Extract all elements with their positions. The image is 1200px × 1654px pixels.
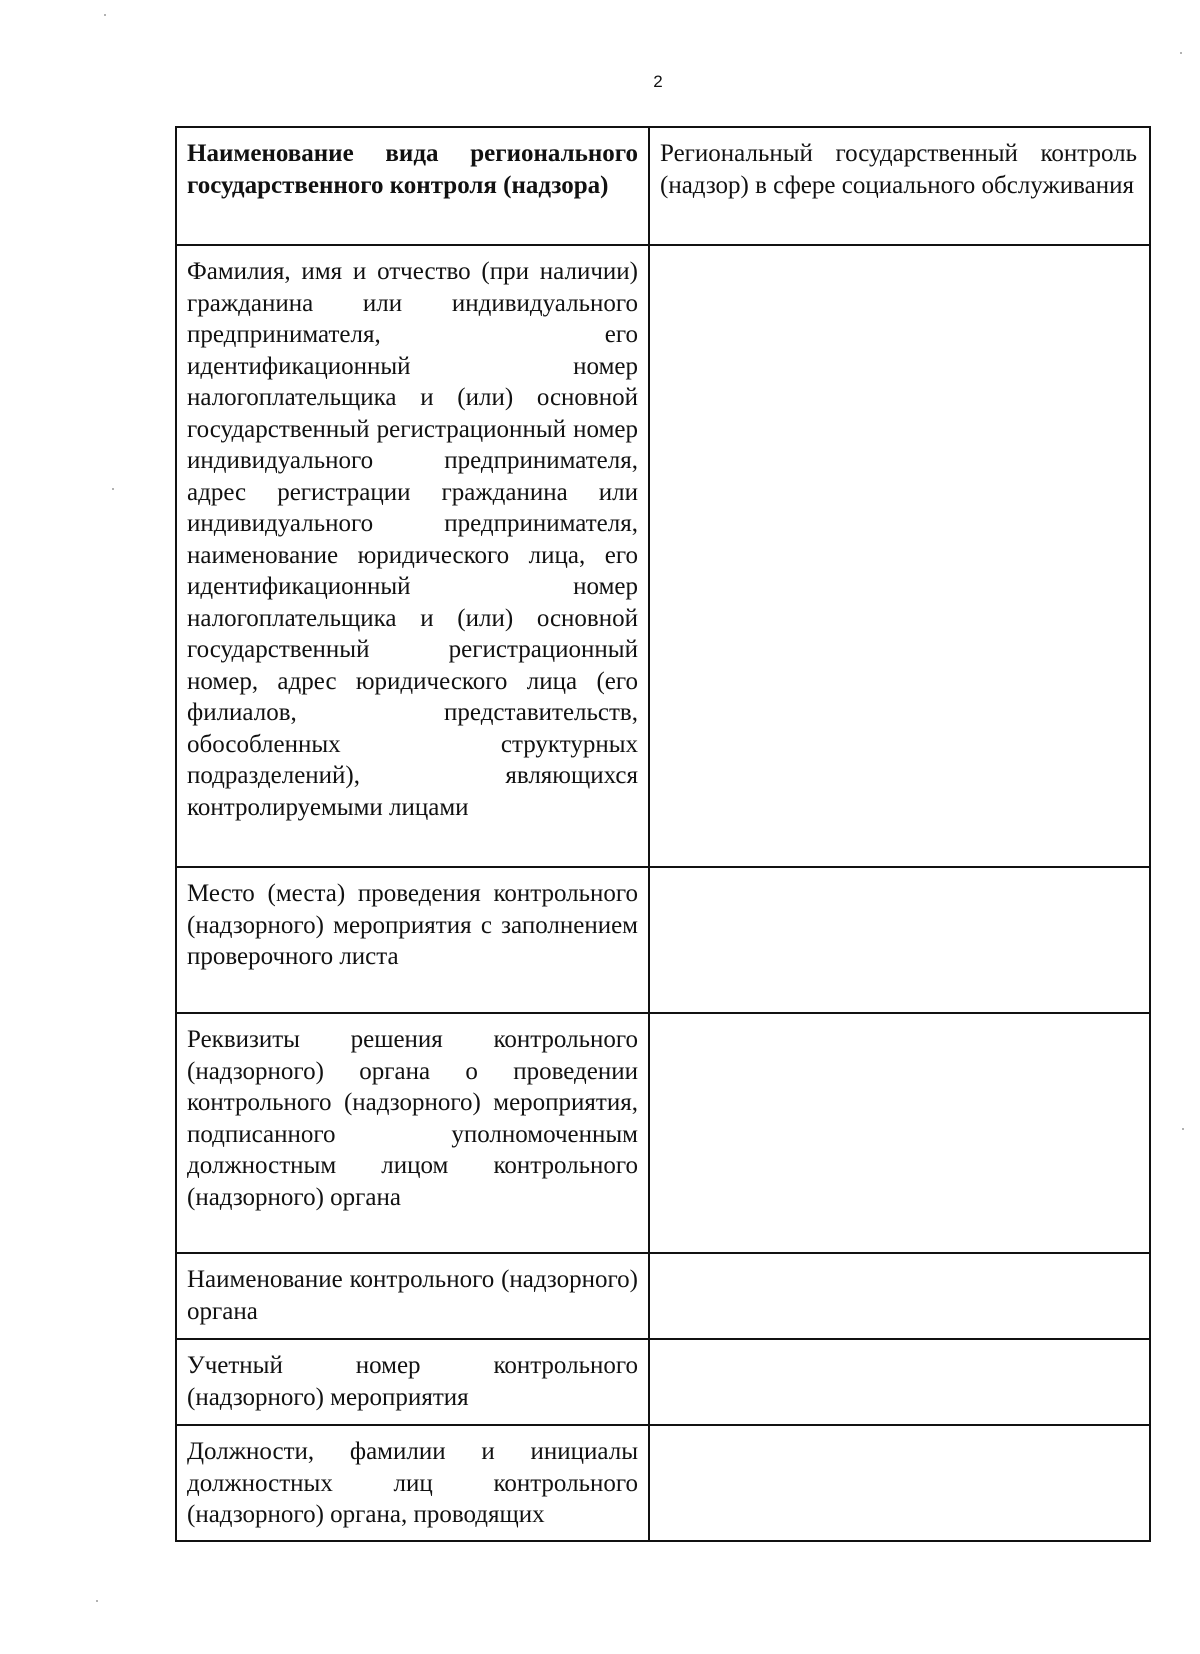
controlled-persons-value [649,245,1150,867]
table-row-officials [176,1425,1150,1541]
table-row-control-body [176,1253,1150,1339]
officials-value [649,1425,1150,1541]
inspection-place-label: Место (места) проведения контрольного (надзорного) мероприятия с заполнением проверочного листа [176,867,649,1013]
control-type-label: Наименование вида регионального государственного контроля (надзора) [176,127,649,245]
table-header-row [176,127,1150,245]
controlled-persons-label: Фамилия, имя и отчество (при наличии) гражданина или индивидуального предпринимателя, его идентификационный номер налогоплательщика и (или) основной государственный регистрационный номер индивидуального предпринимателя, адрес регистрации гражданина или индивидуального предпринимателя, наименование юридического лица, его идентификационный номер налогоплательщика и (или) основной государственный регистрационный номер, адрес юридического лица (его филиалов, представительств, обособленных структурных подразделений), являющихся контролируемыми лицами [176,245,649,867]
decision-details-label: Реквизиты решения контрольного (надзорного) органа о проведении контрольного (надзорного) мероприятия, подписанного уполномоченным должностным лицом контрольного (надзорного) органа [176,1013,649,1253]
scan-speck [96,1600,98,1602]
scan-speck [1180,52,1182,54]
decision-details-value [649,1013,1150,1253]
control-body-value [649,1253,1150,1339]
checklist-table [175,126,1151,1542]
scan-speck [1182,1128,1184,1130]
table-row-inspection-place [176,867,1150,1013]
registration-number-value [649,1339,1150,1425]
table-row-controlled-persons [176,245,1150,867]
table-row-decision-details [176,1013,1150,1253]
registration-number-label: Учетный номер контрольного (надзорного) мероприятия [176,1339,649,1425]
table-row-registration-number [176,1339,1150,1425]
control-type-value: Региональный государственный контроль (надзор) в сфере социального обслуживания [649,127,1150,245]
page-number: 2 [653,72,663,91]
officials-label: Должности, фамилии и инициалы должностных лиц контрольного (надзорного) органа, проводящих [176,1425,649,1541]
inspection-place-value [649,867,1150,1013]
scan-speck [112,488,114,490]
control-body-label: Наименование контрольного (надзорного) органа [176,1253,649,1339]
scan-speck [104,14,106,16]
